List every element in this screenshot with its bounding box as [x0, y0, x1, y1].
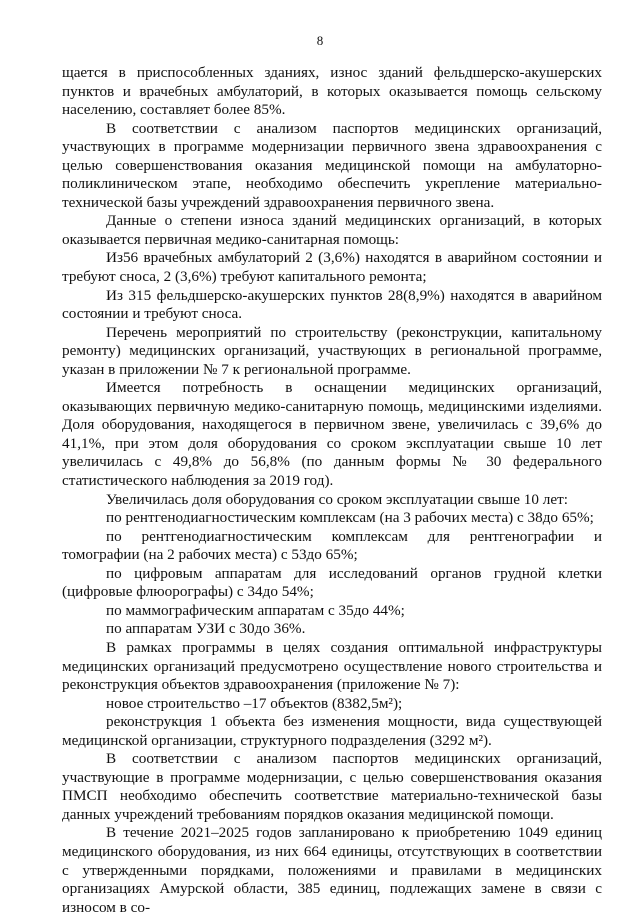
list-item: по рентгенодиагностическим комплексам (на 3 рабочих места) с 38до 65%;: [106, 509, 594, 527]
document-body: [62, 64, 602, 917]
paragraph: В соответствии с анализом паспортов медицинских организаций, участвующих в программе модернизации первичного звена здравоохранения с целью совершенствования оказания медицинской помощи на амбулаторно-поликлиническом этапе, необходимо обеспечить укрепление материально-технической базы учреждений здравоохранения первичного звена.: [62, 119, 602, 211]
paragraph: Из 315 фельдшерско-акушерских пунктов 28(8,9%) находятся в аварийном состоянии и требуют сноса.: [62, 286, 602, 323]
list-item: по аппаратам УЗИ с 30до 36%.: [106, 620, 306, 638]
paragraph: Данные о степени износа зданий медицинских организаций, в которых оказывается первичная медико-санитарная помощь:: [62, 212, 602, 248]
list-item: новое строительство –17 объектов (8382,5м²);: [106, 694, 403, 712]
page-number: 8: [316, 33, 324, 48]
paragraph: В соответствии с анализом паспортов медицинских организаций, участвующие в программе модернизации, с целью совершенствования оказания ПМСП необходимо обеспечить соответствие материально-технической базы данных учреждений требованиям порядков оказания медицинской помощи.: [62, 750, 602, 823]
paragraph: Из56 врачебных амбулаторий 2 (3,6%) находятся в аварийном состоянии и требуют сноса, 2 (3,6%) требуют капитального ремонта;: [62, 249, 602, 286]
list-item: по цифровым аппаратам для исследований органов грудной клетки (цифровые флюорографы) с 34до 54%;: [62, 564, 602, 601]
paragraph: Увеличилась доля оборудования со сроком эксплуатации свыше 10 лет:: [106, 490, 568, 508]
list-item: по маммографическим аппаратам с 35до 44%;: [106, 601, 405, 619]
paragraph: В течение 2021–2025 годов запланировано к приобретению 1049 единиц медицинского оборудования, из них 664 единицы, отсутствующих в соответствии с утвержденными порядками, положениями и правилами в медицинских организациях Амурской области, 385 единиц, подлежащих замене в связи с износом в со-: [62, 824, 602, 916]
list-item: реконструкция 1 объекта без изменения мощности, вида существующей медицинской организации, структурного подразделения (3292 м²).: [62, 713, 602, 749]
list-item: по рентгенодиагностическим комплексам для рентгенографии и томографии (на 2 рабочих места) с 53до 65%;: [62, 527, 602, 564]
paragraph: щается в приспособленных зданиях, износ зданий фельдшерско-акушерских пунктов и врачебных амбулаторий, в которых оказывается помощь сельскому населению, составляет более 85%.: [62, 64, 602, 119]
paragraph: Имеется потребность в оснащении медицинских организаций, оказывающих первичную медико-санитарную помощь, медицинскими изделиями. Доля оборудования, находящегося в первичном звене, увеличилась с 39,6% до 41,1%, при этом доля оборудования со сроком эксплуатации свыше 10 лет увеличилась с 49,8% до 56,8% (по данным формы № 30 федерального статистического наблюдения за 2019 год).: [62, 379, 602, 490]
paragraph: В рамках программы в целях создания оптимальной инфраструктуры медицинских организаций предусмотрено осуществление нового строительства и реконструкция объектов здравоохранения (приложение № 7):: [62, 638, 602, 694]
paragraph: Перечень мероприятий по строительству (реконструкции, капитальному ремонту) медицинских организаций, участвующих в региональной программе, указан в приложении № 7 к региональной программе.: [62, 323, 602, 378]
